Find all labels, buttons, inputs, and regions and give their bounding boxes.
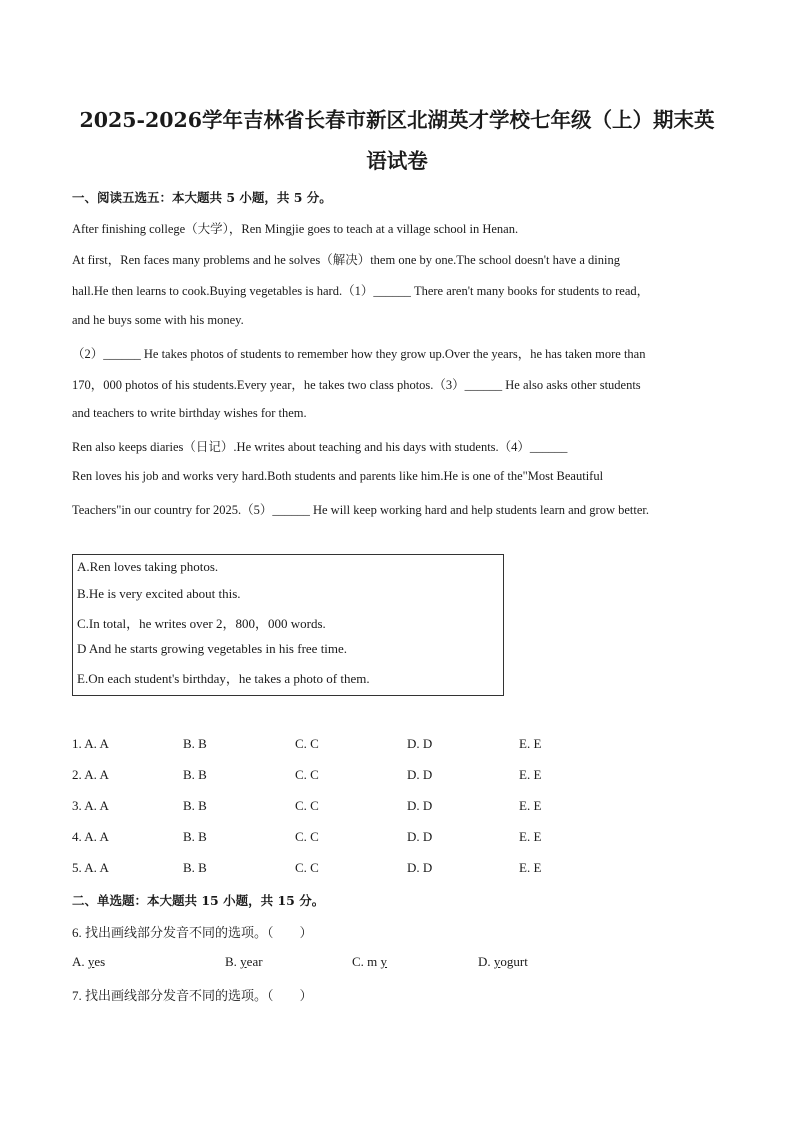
- passage-line: Ren also keeps diaries（日记）.He writes about teaching and his days with students.（4）______: [72, 440, 568, 454]
- choice-a[interactable]: 5. A. A: [72, 860, 109, 875]
- exam-title: [60, 100, 734, 182]
- box-option-e: E.On each student's birthday，he takes a photo of them.: [77, 671, 370, 686]
- choice-d[interactable]: D. D: [407, 829, 433, 844]
- options-box: [72, 554, 504, 696]
- choice-e[interactable]: E. E: [519, 767, 542, 782]
- choice-a[interactable]: 3. A. A: [72, 798, 109, 813]
- question-6-stem: 6. 找出画线部分发音不同的选项。（ ）: [72, 925, 313, 940]
- choice-c[interactable]: C. C: [295, 767, 319, 782]
- choice-a[interactable]: 2. A. A: [72, 767, 109, 782]
- choice-a[interactable]: 1. A. A: [72, 736, 109, 751]
- choice-d[interactable]: D. D: [407, 860, 433, 875]
- q6-option-b[interactable]: B. year: [225, 954, 263, 969]
- passage-line: 170，000 photos of his students.Every year，he takes two class photos.（3）______ He also asks other students: [72, 378, 641, 392]
- q6-option-c[interactable]: C. m y: [352, 954, 388, 969]
- question-7-stem: 7. 找出画线部分发音不同的选项。（ ）: [72, 988, 313, 1003]
- choice-b[interactable]: B. B: [183, 829, 207, 844]
- passage-line: （2）______ He takes photos of students to remember how they grow up.Over the years，he has taken more than: [72, 347, 646, 361]
- title-line-1: 2025-2026学年吉林省长春市新区北湖英才学校七年级（上）期末英: [79, 108, 715, 132]
- box-option-b: B.He is very excited about this.: [77, 586, 241, 601]
- choice-a[interactable]: 4. A. A: [72, 829, 109, 844]
- q6-option-a[interactable]: A. yes: [72, 954, 106, 969]
- choice-d[interactable]: D. D: [407, 736, 433, 751]
- q6-option-d[interactable]: D. yogurt: [478, 954, 528, 969]
- choice-e[interactable]: E. E: [519, 798, 542, 813]
- choice-e[interactable]: E. E: [519, 736, 542, 751]
- passage-line: Ren loves his job and works very hard.Both students and parents like him.He is one of the"Most Beautiful: [72, 469, 604, 483]
- passage-line: After finishing college（大学），Ren Mingjie goes to teach at a village school in Henan.: [72, 222, 519, 236]
- passage-line: Teachers"in our country for 2025.（5）______ He will keep working hard and help students learn and grow better.: [72, 503, 649, 517]
- passage-line: and he buys some with his money.: [72, 313, 244, 327]
- choice-b[interactable]: B. B: [183, 767, 207, 782]
- box-option-a: A.Ren loves taking photos.: [77, 559, 219, 574]
- section-1-heading: 一、阅读五选五：本大题共 5 小题，共 5 分。: [72, 190, 332, 205]
- choice-b[interactable]: B. B: [183, 736, 207, 751]
- choice-c[interactable]: C. C: [295, 860, 319, 875]
- choice-e[interactable]: E. E: [519, 860, 542, 875]
- choice-d[interactable]: D. D: [407, 767, 433, 782]
- passage-line: and teachers to write birthday wishes for them.: [72, 406, 307, 420]
- choice-c[interactable]: C. C: [295, 736, 319, 751]
- choice-b[interactable]: B. B: [183, 798, 207, 813]
- title-line-2: 语试卷: [366, 149, 428, 173]
- passage-line: At first，Ren faces many problems and he solves（解决）them one by one.The school doesn't have a dining: [72, 253, 620, 267]
- choice-c[interactable]: C. C: [295, 798, 319, 813]
- choice-b[interactable]: B. B: [183, 860, 207, 875]
- choice-d[interactable]: D. D: [407, 798, 433, 813]
- choice-c[interactable]: C. C: [295, 829, 319, 844]
- box-option-d: D And he starts growing vegetables in his free time.: [77, 641, 348, 656]
- passage-line: hall.He then learns to cook.Buying vegetables is hard.（1）______ There aren't many books for students to read，: [72, 284, 650, 298]
- choice-e[interactable]: E. E: [519, 829, 542, 844]
- section-2-heading: 二、单选题：本大题共 15 小题，共 15 分。: [72, 893, 325, 908]
- box-option-c: C.In total，he writes over 2，800，000 words.: [77, 616, 326, 631]
